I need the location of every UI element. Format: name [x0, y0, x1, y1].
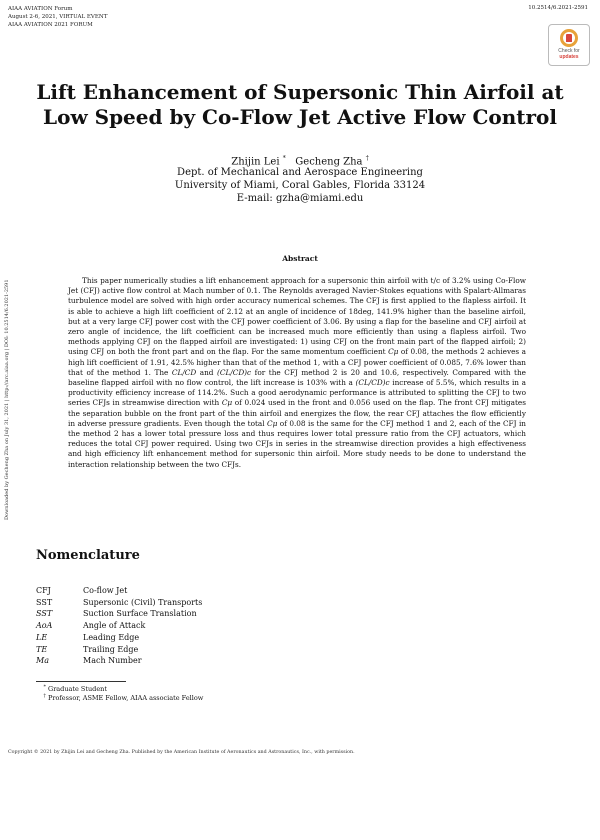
- footnotes: [36, 685, 203, 703]
- nomenclature-heading: Nomenclature: [36, 548, 140, 563]
- copyright-line: Copyright © 2021 by Zhijin Lei and Gecheng Zha. Published by the American Institute of Aeronautics and Astronautics, Inc., with permission.: [8, 750, 355, 755]
- abstract-text: for the CFJ method 2 is 20 and 10.6, respectively. Compared with the baseline flapped airfoil with no flow control, the lift increase is 103% with a: [68, 367, 526, 388]
- abstract-text: of 0.08, the methods 2 achieves a high lift coefficient of 1.91, 42.5% higher than that of the method 1, with a CFJ power coefficient of 0.085, 7.6% lower than that of the method 1. The: [68, 347, 526, 377]
- nomenclature-definition: Leading Edge: [83, 632, 140, 642]
- download-side-note: [4, 279, 14, 840]
- nomenclature-symbol: TE: [36, 644, 48, 654]
- math-symbol: (CL/CD)c: [355, 378, 390, 388]
- nomenclature-definition: Supersonic (Civil) Transports: [83, 597, 203, 607]
- nomenclature-definition: Angle of Attack: [83, 621, 146, 631]
- footnote-rule: [36, 681, 126, 682]
- abstract-text: increase of 5.5%, which results in a productivity efficiency increase of 114.2%. Such a good aerodynamic performance is attributed to splitting the CFJ to two series CFJs in streamwise direction with: [68, 378, 526, 408]
- nomenclature-symbol: SST: [36, 609, 53, 619]
- check-for-updates-badge[interactable]: [548, 24, 590, 66]
- nomenclature-row: [36, 597, 202, 609]
- nomenclature-symbol: CFJ: [36, 586, 51, 595]
- math-symbol: Cμ: [388, 347, 399, 357]
- nomenclature-definition: Trailing Edge: [83, 644, 139, 654]
- nomenclature-row: [36, 585, 202, 597]
- doi-label: 10.2514/6.2021-2591: [528, 5, 588, 11]
- author-name: Gecheng Zha: [295, 156, 363, 168]
- author-mark: *: [282, 155, 286, 162]
- abstract-text: of 0.08 is the same for the CFJ method 1 and 2, each of the CFJ in the method 2 has a lower total pressure loss and thus requires lower total pressure ratio from the CFJ actuators, which reduces the total CFJ power required. Using two CFJs in series in the streamwise direction provides a high effectiveness and high efficiency lift enhancement method for supersonic thin airfoil. More study needs to be done to understand the interaction relationship between the two CFJs.: [68, 418, 526, 469]
- affiliation-line: University of Miami, Coral Gables, Florida 33124: [174, 180, 426, 191]
- nomenclature-row: [36, 620, 202, 632]
- header-line: AIAA AVIATION Forum: [8, 6, 73, 12]
- badge-line1: Check for: [558, 48, 580, 54]
- nomenclature-row: [36, 644, 202, 656]
- abstract-text: of 0.024 used in the front and 0.056 used on the flap. The front CFJ mitigates the separation bubble on the front part of the thin airfoil and energizes the flow, the rear CFJ attaches the flow efficiently in adverse pressure gradients. Even though the total: [68, 398, 526, 428]
- math-symbol: Cμ: [267, 418, 278, 428]
- email-link[interactable]: E-mail: gzha@miami.edu: [236, 193, 364, 204]
- nomenclature-definition: Co-flow Jet: [83, 586, 128, 595]
- math-symbol: Cμ: [221, 398, 233, 408]
- nomenclature-row: [36, 608, 202, 620]
- nomenclature-list: [36, 585, 202, 667]
- side-note-text: Downloaded by Gecheng Zha on July 31, 2021 | http://arc.aiaa.org | DOI: 10.2514/6.2021-2591: [4, 279, 10, 520]
- math-symbol: (CL/CD)c: [217, 367, 252, 377]
- footnote: [36, 694, 203, 703]
- abstract-text: and: [196, 367, 218, 377]
- author-mark: †: [365, 155, 369, 162]
- paper-title: Lift Enhancement of Supersonic Thin Airfoil at Low Speed by Co-Flow Jet Active Flow Control: [36, 80, 564, 129]
- nomenclature-symbol: Ma: [36, 656, 49, 666]
- footnote-text: Graduate Student: [48, 685, 107, 693]
- header-line: August 2-6, 2021, VIRTUAL EVENT: [8, 14, 108, 20]
- conference-header: [8, 5, 107, 29]
- author-name: Zhijin Lei: [231, 156, 280, 168]
- footnote-mark: *: [43, 684, 46, 690]
- abstract-body: [68, 276, 526, 470]
- nomenclature-symbol: LE: [36, 632, 48, 642]
- abstract-heading: Abstract: [282, 254, 318, 263]
- math-symbol: CL/CD: [171, 367, 197, 377]
- crossmark-icon: [560, 29, 578, 47]
- affiliation-line: Dept. of Mechanical and Aerospace Engineering: [177, 167, 423, 178]
- footnote-mark: †: [43, 693, 46, 699]
- nomenclature-row: [36, 655, 202, 667]
- nomenclature-symbol: AoA: [36, 621, 53, 631]
- abstract-text: This paper numerically studies a lift enhancement approach for a supersonic thin airfoil with t/c of 3.2% using Co-Flow Jet (CFJ) active flow control at Mach number of 0.1. The Reynolds averaged Navier-Stokes equations with Spalart-Allmaras turbulence model are solved with high order accuracy numerical schemes. The CFJ is first applied to the flapless airfoil. It is able to achieve a high lift coefficient of 2.12 at an angle of incidence of 18deg, 141.9% higher than the baseline airfoil, but at a very large CFJ power cost with the CFJ power coefficient of 3.06. By using a flap for the baseline and CFJ airfoil at zero angle of incidence, the lift coefficient can be increased much more efficiently than using a flapless airfoil. Two methods applying CFJ on the flapped airfoil are investigated: 1) using CFJ on the front main part of the flapped airfoil; 2) using CFJ on both the front part and on the flap. For the same momentum coefficient: [68, 276, 526, 357]
- footnote: [36, 685, 203, 694]
- badge-line2: updates: [559, 54, 579, 60]
- header-line: AIAA AVIATION 2021 FORUM: [8, 22, 93, 28]
- nomenclature-symbol: SST: [36, 597, 53, 607]
- affiliation: [0, 166, 600, 205]
- nomenclature-row: [36, 632, 202, 644]
- footnote-text: Professor, ASME Fellow, AIAA associate Fellow: [48, 694, 204, 702]
- nomenclature-definition: Mach Number: [83, 656, 142, 666]
- nomenclature-definition: Suction Surface Translation: [83, 609, 197, 619]
